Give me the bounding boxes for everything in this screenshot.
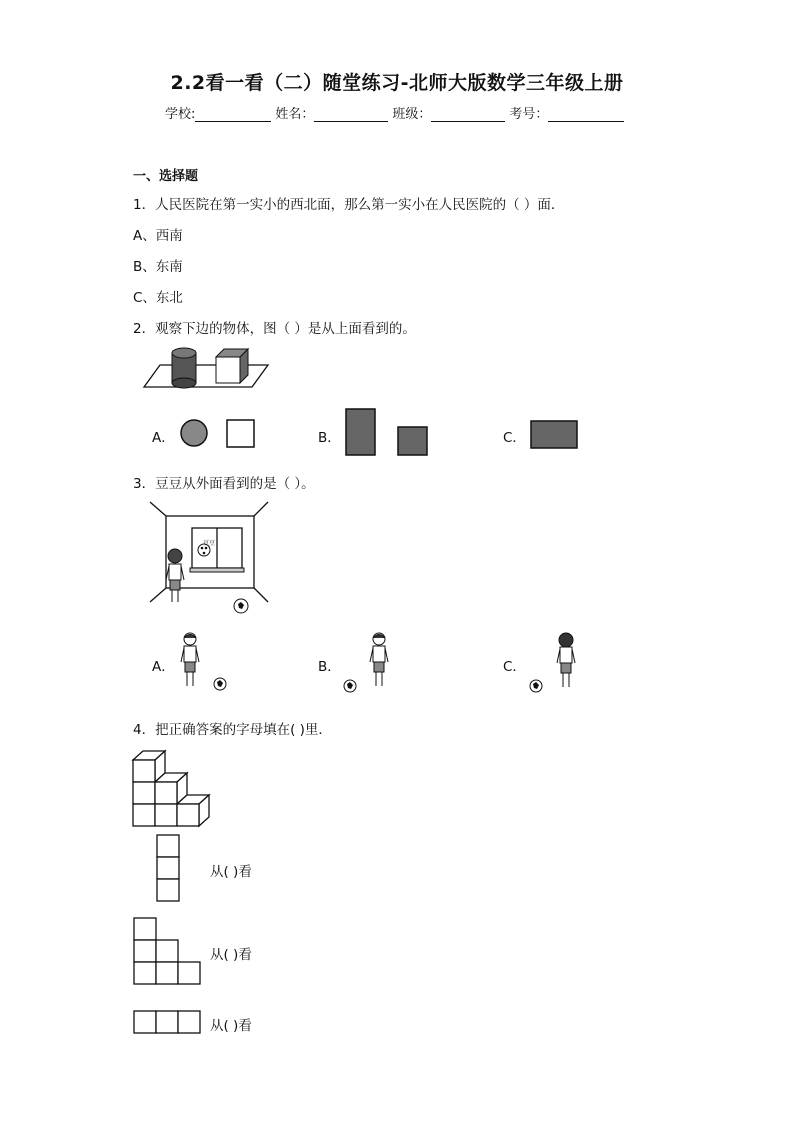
exam-number-field bbox=[509, 103, 628, 122]
q4-row-2-label[interactable]: 从( )看 bbox=[210, 947, 252, 963]
name-blank[interactable] bbox=[314, 107, 388, 122]
q2-option-a-label[interactable]: A． bbox=[152, 430, 175, 446]
class-field bbox=[392, 103, 509, 122]
exam-number-label: 考号： bbox=[509, 107, 549, 122]
q4-row-3-label[interactable]: 从( )看 bbox=[210, 1018, 252, 1034]
page-title: 2.2看一看（二）随堂练习-北师大版数学三年级上册 bbox=[170, 72, 624, 94]
q4-text: 4．把正确答案的字母填在( )里． bbox=[133, 722, 332, 738]
q4-cube-stack-figure bbox=[132, 750, 218, 830]
q2-text: 2．观察下边的物体，图（ ）是从上面看到的。 bbox=[133, 321, 416, 337]
q3-window-sign: 豆豆 bbox=[203, 540, 216, 547]
q1-option-b[interactable]: B、东南 bbox=[133, 259, 183, 275]
q3-option-c-figure[interactable] bbox=[528, 632, 584, 694]
q1-option-c[interactable]: C、东北 bbox=[133, 290, 183, 306]
q1-text: 1．人民医院在第一实小的西北面，那么第一实小在人民医院的（ ）面． bbox=[133, 197, 565, 213]
q2-option-c-figure[interactable] bbox=[529, 419, 581, 449]
name-label: 姓名： bbox=[275, 107, 315, 122]
class-blank[interactable] bbox=[431, 107, 505, 122]
q2-option-c-label[interactable]: C． bbox=[503, 430, 526, 446]
q3-option-a-figure[interactable] bbox=[178, 632, 234, 694]
q2-option-b-figure[interactable] bbox=[344, 407, 464, 457]
q3-text: 3．豆豆从外面看到的是（ ）。 bbox=[133, 476, 315, 492]
q2-objects-figure bbox=[140, 345, 270, 395]
q2-option-b-label[interactable]: B． bbox=[318, 430, 341, 446]
q2-option-a-figure[interactable] bbox=[178, 418, 258, 450]
q3-option-a-label[interactable]: A． bbox=[152, 659, 175, 675]
class-label: 班级： bbox=[392, 107, 432, 122]
q4-row-1-label[interactable]: 从( )看 bbox=[210, 864, 252, 880]
school-blank[interactable] bbox=[195, 107, 271, 122]
q3-option-c-label[interactable]: C． bbox=[503, 659, 526, 675]
name-field bbox=[275, 103, 392, 122]
q4-view-3-figure bbox=[133, 1010, 203, 1036]
section-title: 一、选择题 bbox=[133, 169, 199, 184]
school-field bbox=[165, 103, 275, 122]
exam-number-blank[interactable] bbox=[548, 107, 624, 122]
school-label: 学校: bbox=[165, 107, 196, 122]
q3-option-b-figure[interactable] bbox=[342, 632, 398, 694]
q1-option-a[interactable]: A、西南 bbox=[133, 228, 183, 244]
student-info-row bbox=[165, 103, 628, 122]
q3-room-figure bbox=[148, 500, 273, 618]
q3-option-b-label[interactable]: B． bbox=[318, 659, 341, 675]
q4-view-2-figure bbox=[133, 917, 203, 987]
q4-view-1-figure bbox=[156, 834, 182, 904]
